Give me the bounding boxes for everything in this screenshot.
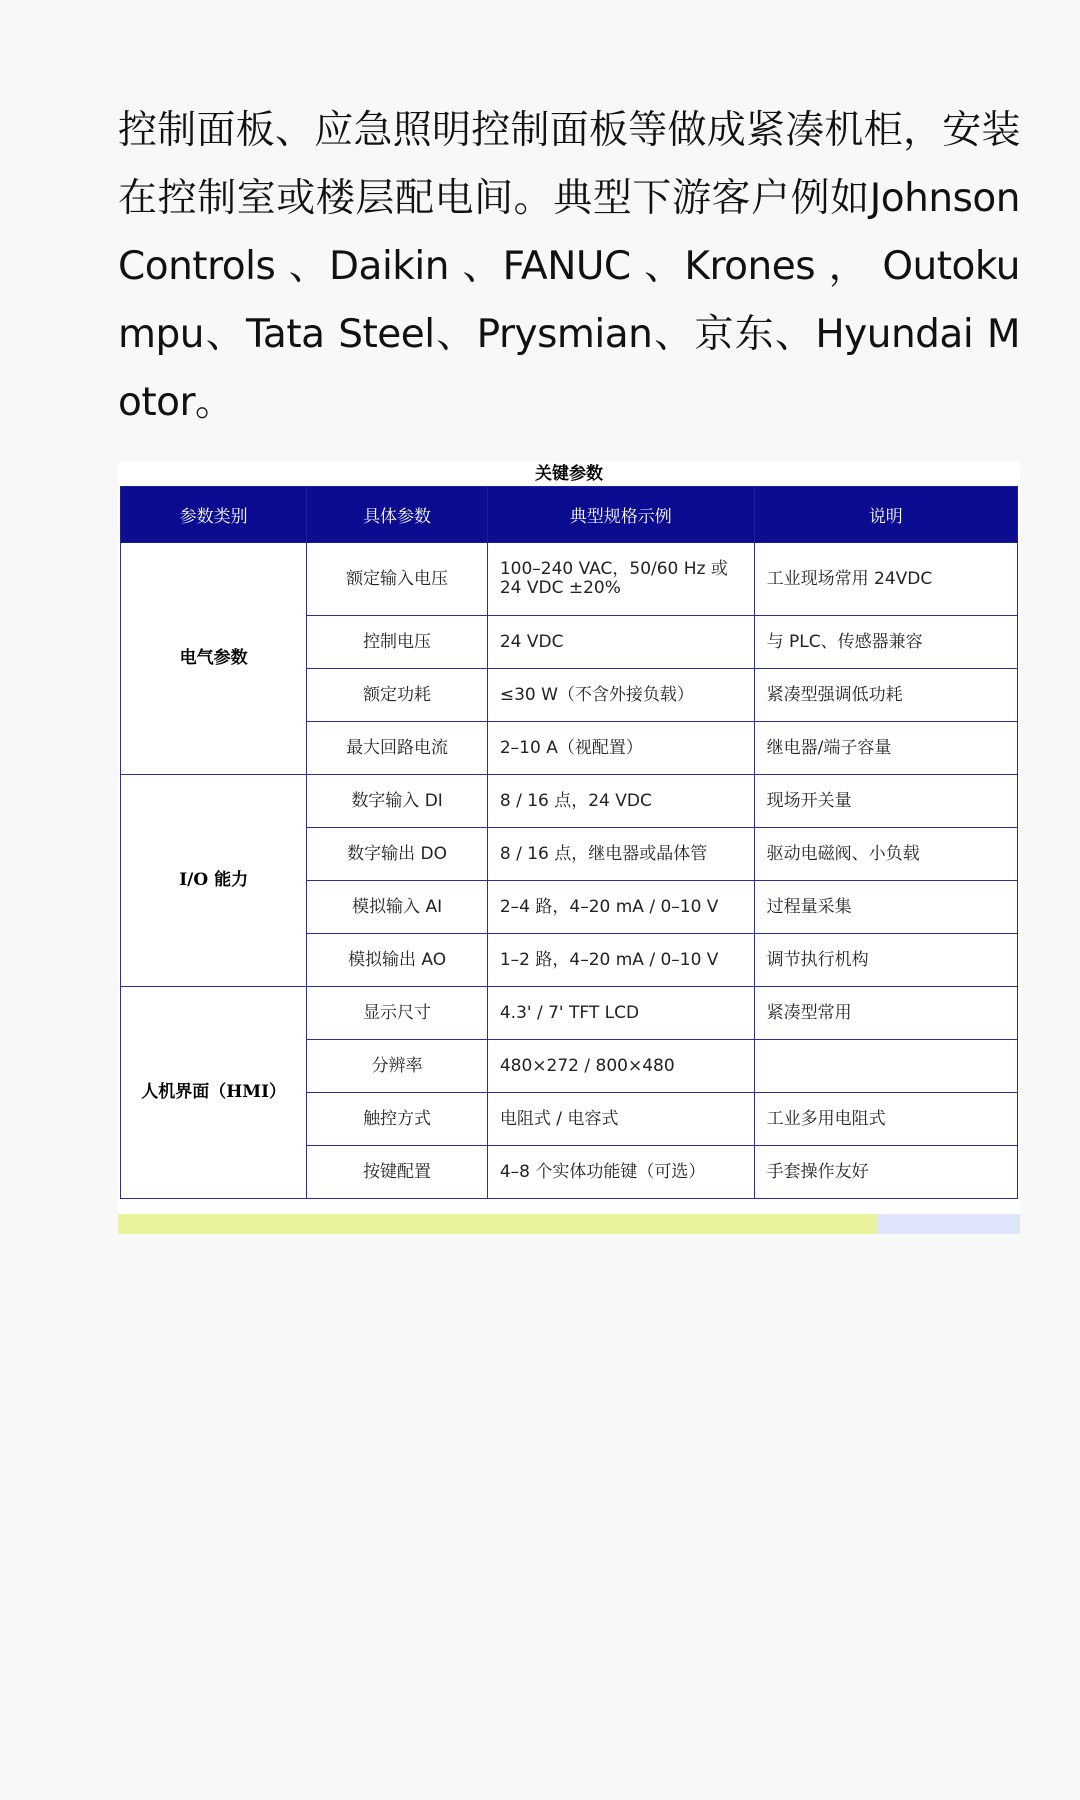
param-cell: 数字输入 DI bbox=[307, 775, 488, 828]
key-parameters-table bbox=[120, 486, 1018, 1199]
table-header-row bbox=[121, 487, 1018, 543]
spec-cell: 4–8 个实体功能键（可选） bbox=[487, 1146, 754, 1199]
spec-cell: 4.3' / 7' TFT LCD bbox=[487, 987, 754, 1040]
param-cell: 额定功耗 bbox=[307, 669, 488, 722]
table-title: 关键参数 bbox=[118, 462, 1020, 486]
param-cell: 触控方式 bbox=[307, 1093, 488, 1146]
header-parameter: 具体参数 bbox=[307, 487, 488, 543]
note-cell: 紧凑型常用 bbox=[754, 987, 1017, 1040]
spec-cell: 24 VDC bbox=[487, 616, 754, 669]
spec-cell: 电阻式 / 电容式 bbox=[487, 1093, 754, 1146]
note-cell: 紧凑型强调低功耗 bbox=[754, 669, 1017, 722]
note-cell: 驱动电磁阀、小负载 bbox=[754, 828, 1017, 881]
table-row bbox=[121, 543, 1018, 616]
note-cell: 与 PLC、传感器兼容 bbox=[754, 616, 1017, 669]
category-cell: I/O 能力 bbox=[121, 775, 307, 987]
param-cell: 最大回路电流 bbox=[307, 722, 488, 775]
param-cell: 分辨率 bbox=[307, 1040, 488, 1093]
header-note: 说明 bbox=[754, 487, 1017, 543]
spec-cell: 100–240 VAC，50/60 Hz 或 24 VDC ±20% bbox=[487, 543, 754, 616]
table-row bbox=[121, 987, 1018, 1040]
note-cell: 过程量采集 bbox=[754, 881, 1017, 934]
note-cell: 调节执行机构 bbox=[754, 934, 1017, 987]
spec-cell: 8 / 16 点，继电器或晶体管 bbox=[487, 828, 754, 881]
key-parameters-table-image bbox=[118, 462, 1020, 1234]
category-cell: 人机界面（HMI） bbox=[121, 987, 307, 1199]
note-cell: 工业多用电阻式 bbox=[754, 1093, 1017, 1146]
header-category: 参数类别 bbox=[121, 487, 307, 543]
param-cell: 控制电压 bbox=[307, 616, 488, 669]
param-cell: 模拟输入 AI bbox=[307, 881, 488, 934]
spec-cell: 2–4 路，4–20 mA / 0–10 V bbox=[487, 881, 754, 934]
note-cell bbox=[754, 1040, 1017, 1093]
param-cell: 额定输入电压 bbox=[307, 543, 488, 616]
param-cell: 模拟输出 AO bbox=[307, 934, 488, 987]
param-cell: 显示尺寸 bbox=[307, 987, 488, 1040]
spec-cell: 2–10 A（视配置） bbox=[487, 722, 754, 775]
spec-cell: 8 / 16 点，24 VDC bbox=[487, 775, 754, 828]
param-cell: 按键配置 bbox=[307, 1146, 488, 1199]
image-bottom-bar-yellow bbox=[118, 1214, 877, 1234]
note-cell: 手套操作友好 bbox=[754, 1146, 1017, 1199]
category-cell: 电气参数 bbox=[121, 543, 307, 775]
spec-cell: ≤30 W（不含外接负载） bbox=[487, 669, 754, 722]
param-cell: 数字输出 DO bbox=[307, 828, 488, 881]
article-paragraph: 控制面板、应急照明控制面板等做成紧凑机柜，安装在控制室或楼层配电间。典型下游客户例如Johnson Controls 、Daikin 、FANUC 、Krones ， Outokumpu、Tata Steel、Prysmian、京东、Hyundai Motor。 bbox=[118, 108, 1020, 425]
image-bottom-bar-blue bbox=[877, 1214, 1020, 1234]
table-row bbox=[121, 775, 1018, 828]
note-cell: 现场开关量 bbox=[754, 775, 1017, 828]
spec-cell: 480×272 / 800×480 bbox=[487, 1040, 754, 1093]
header-spec: 典型规格示例 bbox=[487, 487, 754, 543]
note-cell: 继电器/端子容量 bbox=[754, 722, 1017, 775]
note-cell: 工业现场常用 24VDC bbox=[754, 543, 1017, 616]
spec-cell: 1–2 路，4–20 mA / 0–10 V bbox=[487, 934, 754, 987]
